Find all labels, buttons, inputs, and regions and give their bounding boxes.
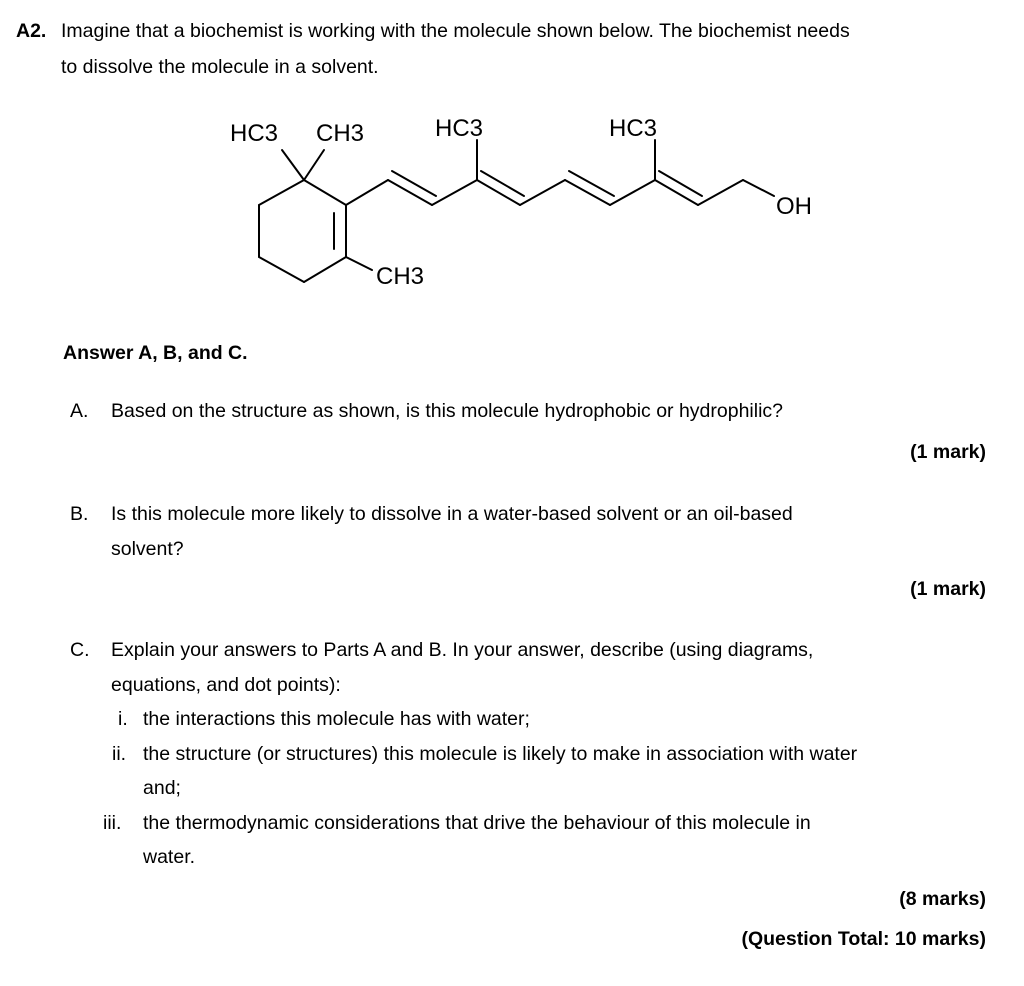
- chain-bond: [432, 180, 477, 205]
- part-a-letter: A.: [70, 400, 89, 422]
- chain-double-bond: [659, 171, 702, 196]
- part-b-letter: B.: [70, 503, 89, 525]
- instruction: Answer A, B, and C.: [63, 342, 248, 364]
- label-oh: OH: [776, 193, 812, 220]
- part-c-item-text: the interactions this molecule has with water;: [143, 708, 530, 730]
- part-c-item-text-cont: water.: [143, 846, 196, 868]
- chain-bond: [388, 180, 432, 205]
- ring-bond: [304, 257, 346, 282]
- part-c-line2: equations, and dot points):: [111, 674, 341, 696]
- part-c-item-text: the structure (or structures) this molecule is likely to make in association with water: [143, 743, 858, 765]
- chain-bond: [610, 180, 655, 205]
- chain-bond: [565, 180, 610, 205]
- chain-double-bond: [392, 171, 436, 196]
- part-c-line1: Explain your answers to Parts A and B. In your answer, describe (using diagrams,: [111, 639, 814, 661]
- part-b-line2: solvent?: [111, 538, 184, 560]
- part-c-item-numeral: i.: [118, 708, 128, 730]
- chain-double-bond: [481, 171, 524, 196]
- chain-bond: [346, 180, 388, 205]
- part-b-marks: (1 mark): [910, 578, 986, 600]
- part-b-line1: Is this molecule more likely to dissolve in a water-based solvent or an oil-based: [111, 503, 793, 525]
- part-c-item-numeral: iii.: [103, 812, 122, 834]
- question-intro-line1: Imagine that a biochemist is working with the molecule shown below. The biochemist needs: [61, 20, 850, 42]
- part-a-marks: (1 mark): [910, 441, 986, 463]
- part-c-item-numeral: ii.: [112, 743, 127, 765]
- chain-bond: [520, 180, 565, 205]
- chain-bond: [655, 180, 698, 205]
- label-hc3-right: HC3: [609, 115, 658, 142]
- chain-bond: [477, 180, 520, 205]
- ring-bond: [259, 257, 304, 282]
- question-number: A2.: [16, 20, 47, 42]
- label-hc3-left: HC3: [230, 120, 279, 147]
- ring-bond: [304, 180, 346, 205]
- part-c-item-text-cont: and;: [143, 777, 181, 799]
- label-ch3-top: CH3: [316, 120, 365, 147]
- part-a-text: Based on the structure as shown, is this molecule hydrophobic or hydrophilic?: [111, 400, 784, 422]
- chain-bond: [698, 180, 743, 205]
- part-c-letter: C.: [70, 639, 90, 661]
- methyl-bond: [346, 257, 372, 270]
- molecule-diagram: [0, 0, 1024, 330]
- question-total: (Question Total: 10 marks): [741, 928, 986, 950]
- label-hc3-mid: HC3: [435, 115, 484, 142]
- part-c-item-text: the thermodynamic considerations that drive the behaviour of this molecule in: [143, 812, 811, 834]
- part-c-marks: (8 marks): [899, 888, 986, 910]
- chain-bond: [743, 180, 774, 196]
- ring-bond: [259, 180, 304, 205]
- methyl-bond: [282, 150, 304, 180]
- methyl-bond: [304, 150, 324, 180]
- label-ch3-bottom: CH3: [376, 263, 425, 290]
- chain-double-bond: [569, 171, 614, 196]
- question-intro-line2: to dissolve the molecule in a solvent.: [61, 56, 379, 78]
